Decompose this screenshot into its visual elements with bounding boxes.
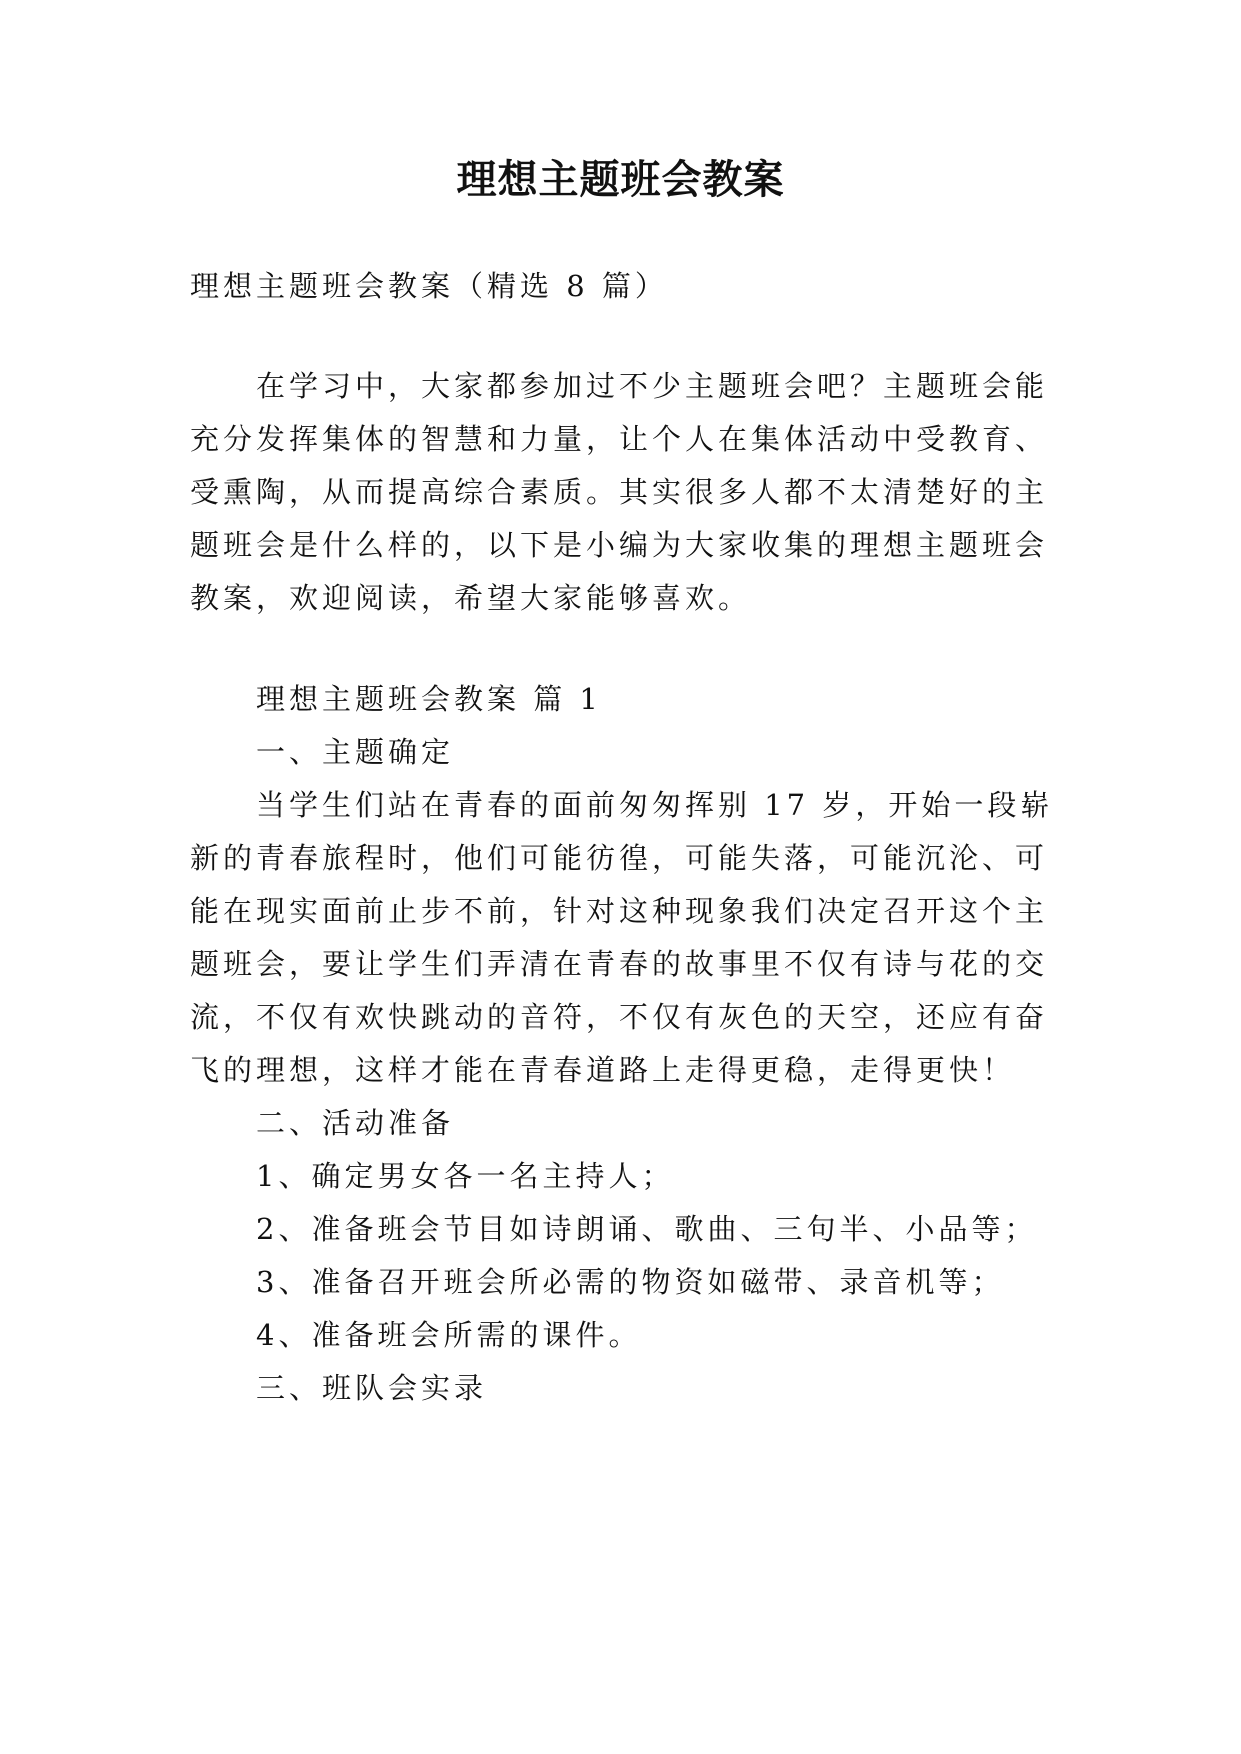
part1-line-4: 题班会，要让学生们弄清在青春的故事里不仅有诗与花的交	[190, 947, 1049, 981]
intro-line-5: 教案，欢迎阅读，希望大家能够喜欢。	[190, 581, 752, 615]
part1-heading: 一、主题确定	[256, 735, 455, 769]
part2-item-4: 4、准备班会所需的课件。	[256, 1318, 642, 1352]
part1-line-2: 新的青春旅程时，他们可能彷徨，可能失落，可能沉沦、可	[190, 841, 1049, 875]
part1-line-1: 当学生们站在青春的面前匆匆挥别 17 岁，开始一段崭	[256, 788, 1054, 822]
document-title: 理想主题班会教案	[456, 156, 785, 203]
part2-item-1: 1、确定男女各一名主持人；	[256, 1159, 675, 1193]
section-heading: 理想主题班会教案 篇 1	[256, 682, 602, 716]
part2-item-3: 3、准备召开班会所必需的物资如磁带、录音机等；	[256, 1265, 1005, 1299]
part1-line-5: 流，不仅有欢快跳动的音符，不仅有灰色的天空，还应有奋	[190, 1000, 1049, 1034]
part2-heading: 二、活动准备	[256, 1106, 455, 1140]
document-subtitle: 理想主题班会教案（精选 8 篇）	[190, 269, 668, 303]
intro-line-2: 充分发挥集体的智慧和力量，让个人在集体活动中受教育、	[190, 422, 1049, 456]
part2-item-2: 2、准备班会节目如诗朗诵、歌曲、三句半、小品等；	[256, 1212, 1038, 1246]
intro-line-3: 受熏陶，从而提高综合素质。其实很多人都不太清楚好的主	[190, 475, 1049, 509]
part1-line-3: 能在现实面前止步不前，针对这种现象我们决定召开这个主	[190, 894, 1049, 928]
intro-line-4: 题班会是什么样的，以下是小编为大家收集的理想主题班会	[190, 528, 1049, 562]
intro-line-1: 在学习中，大家都参加过不少主题班会吧？主题班会能	[256, 369, 1049, 403]
part1-line-6: 飞的理想，这样才能在青春道路上走得更稳，走得更快！	[190, 1053, 1016, 1087]
part3-heading: 三、班队会实录	[256, 1371, 488, 1405]
